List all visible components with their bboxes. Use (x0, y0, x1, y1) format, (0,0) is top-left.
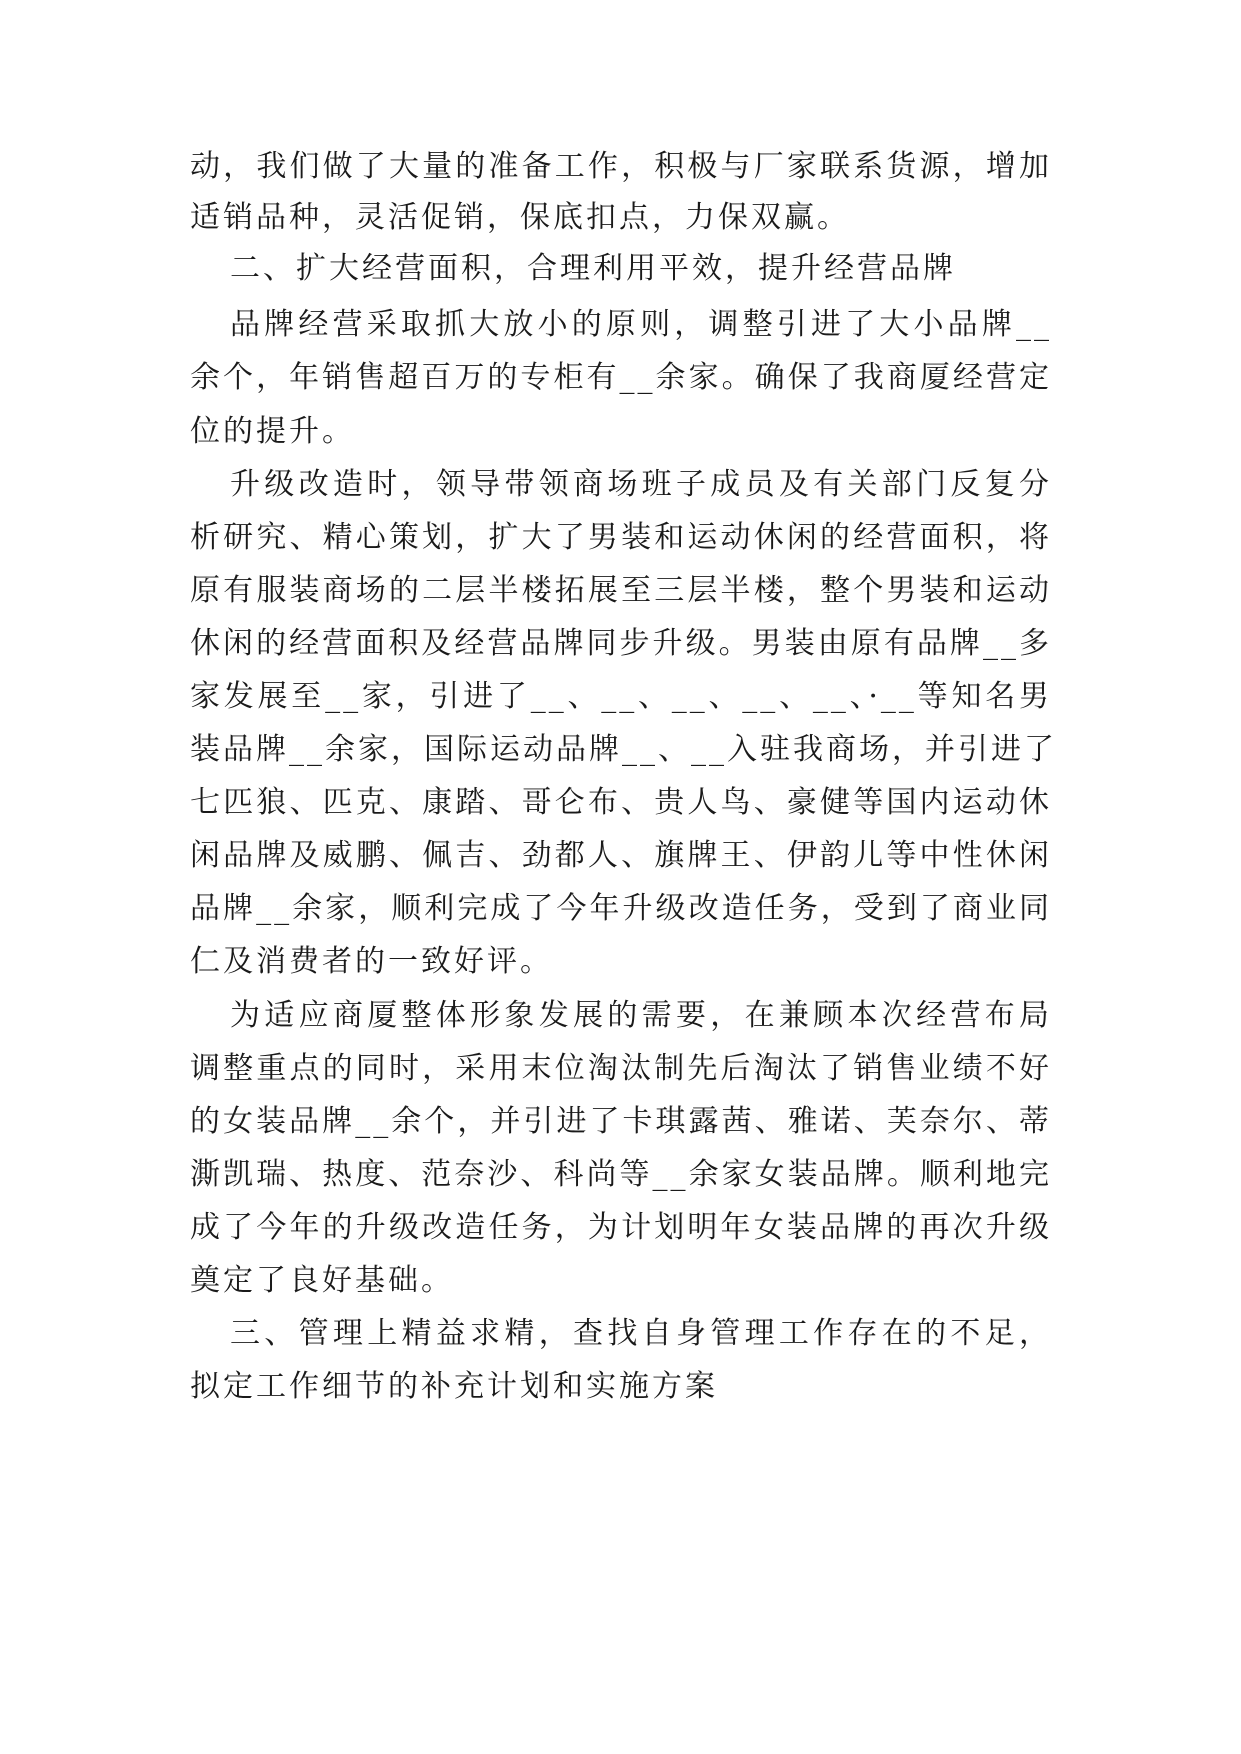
text-line-6: 位的提升。 (190, 414, 355, 449)
text-line-16: 仁及消费者的一致好评。 (190, 944, 553, 979)
text-line-11: 家发展至__家，引进了__、__、__、__、__、·__等知名男 (190, 679, 1052, 714)
text-line-13: 七匹狼、匹克、康踏、哥仑布、贵人鸟、豪健等国内运动休 (190, 785, 1052, 820)
text-line-17: 为适应商厦整体形象发展的需要，在兼顾本次经营布局 (230, 998, 1052, 1033)
text-line-2: 适销品种，灵活促销，保底扣点，力保双赢。 (190, 200, 850, 235)
section-heading-2: 二、扩大经营面积，合理利用平效，提升经营品牌 (230, 251, 956, 286)
section-heading-3: 三、管理上精益求精，查找自身管理工作存在的不足， (230, 1316, 1052, 1351)
text-line-7: 升级改造时，领导带领商场班子成员及有关部门反复分 (230, 467, 1052, 502)
text-line-19: 的女装品牌__余个，并引进了卡琪露茜、雅诺、芙奈尔、蒂 (190, 1104, 1052, 1139)
text-line-24: 拟定工作细节的补充计划和实施方案 (190, 1369, 718, 1404)
text-line-21: 成了今年的升级改造任务，为计划明年女装品牌的再次升级 (190, 1210, 1052, 1245)
text-line-5: 余个，年销售超百万的专柜有__余家。确保了我商厦经营定 (190, 360, 1052, 395)
text-line-22: 奠定了良好基础。 (190, 1263, 454, 1298)
text-line-8: 析研究、精心策划，扩大了男装和运动休闲的经营面积，将 (190, 520, 1052, 555)
text-line-15: 品牌__余家，顺利完成了今年升级改造任务，受到了商业同 (190, 891, 1052, 926)
text-line-1: 动，我们做了大量的准备工作，积极与厂家联系货源，增加 (190, 149, 1052, 184)
text-line-12: 装品牌__余家，国际运动品牌__、__入驻我商场，并引进了 (190, 732, 1057, 767)
text-line-18: 调整重点的同时，采用末位淘汰制先后淘汰了销售业绩不好 (190, 1051, 1052, 1086)
text-line-4: 品牌经营采取抓大放小的原则，调整引进了大小品牌__ (230, 307, 1052, 342)
text-line-9: 原有服装商场的二层半楼拓展至三层半楼，整个男装和运动 (190, 573, 1052, 608)
text-line-14: 闲品牌及威鹏、佩吉、劲都人、旗牌王、伊韵儿等中性休闲 (190, 838, 1052, 873)
text-line-20: 澌凯瑞、热度、范奈沙、科尚等__余家女装品牌。顺利地完 (190, 1157, 1052, 1192)
text-line-10: 休闲的经营面积及经营品牌同步升级。男装由原有品牌__多 (190, 626, 1052, 661)
